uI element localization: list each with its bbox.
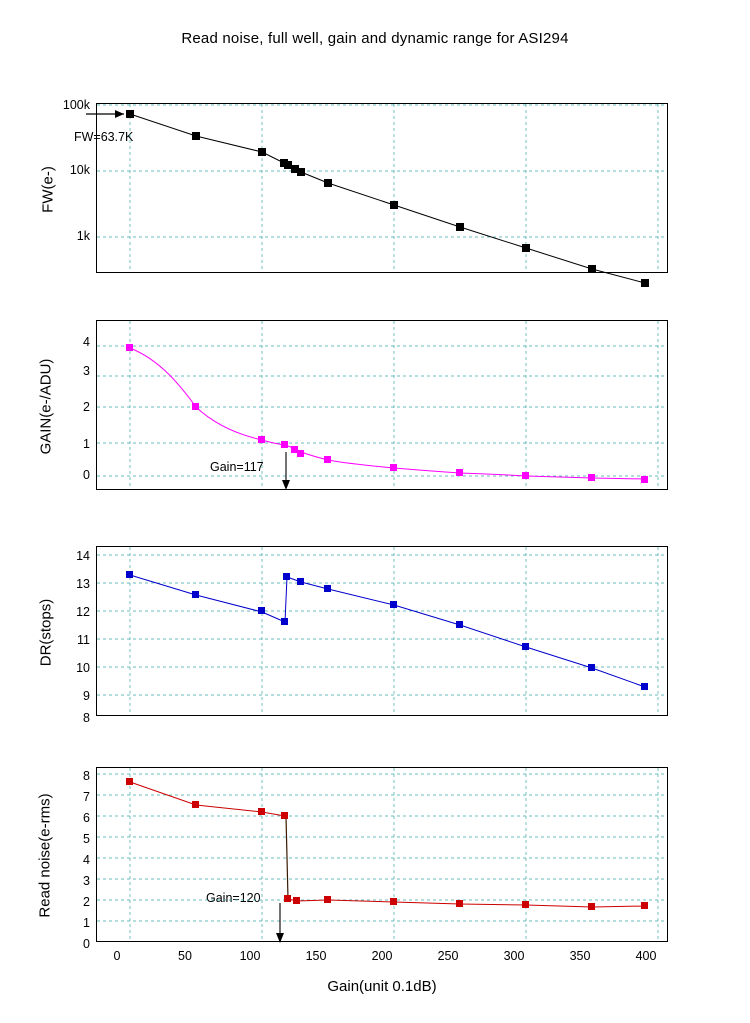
axis-label-gain: GAIN(e-/ADU) xyxy=(37,358,55,455)
axis-label-dr: DR(stops) xyxy=(37,598,55,667)
ytick-rn-2: 2 xyxy=(83,895,90,909)
ytick-dr-0: 8 xyxy=(83,711,90,725)
ytick-dr-5: 13 xyxy=(76,577,90,591)
ytick-dr-3: 11 xyxy=(77,633,90,647)
page-title: Read noise, full well, gain and dynamic range for ASI294 xyxy=(181,30,569,47)
ytick-rn-7: 7 xyxy=(83,790,90,804)
ytick-dr-1: 9 xyxy=(83,689,90,703)
ytick-fw-2: 1k xyxy=(76,229,90,243)
ytick-dr-2: 10 xyxy=(76,661,90,675)
panel-fw xyxy=(96,103,668,273)
axis-label-x: Gain(unit 0.1dB) xyxy=(327,978,437,995)
xtick-4: 200 xyxy=(371,949,393,963)
annotation-fw: FW=63.7K xyxy=(74,130,134,144)
ytick-dr-6: 14 xyxy=(76,549,90,563)
axis-label-fw: FW(e-) xyxy=(39,166,57,213)
xtick-7: 350 xyxy=(569,949,591,963)
ytick-rn-1: 1 xyxy=(83,916,90,930)
ytick-rn-0: 0 xyxy=(83,937,90,951)
ytick-rn-6: 6 xyxy=(83,811,90,825)
xtick-0: 0 xyxy=(113,949,121,963)
annotation-rn: Gain=120 xyxy=(206,891,261,905)
xtick-8: 400 xyxy=(635,949,657,963)
xtick-3: 150 xyxy=(305,949,327,963)
ytick-rn-4: 4 xyxy=(83,853,90,867)
ytick-gain-1: 1 xyxy=(83,437,90,451)
ytick-fw-1: 10k xyxy=(69,163,90,177)
ytick-gain-4: 4 xyxy=(83,335,90,349)
panel-gain xyxy=(96,320,668,490)
panel-dr xyxy=(96,546,668,716)
panel-rn xyxy=(96,767,668,942)
ytick-dr-4: 12 xyxy=(76,605,90,619)
ytick-rn-5: 5 xyxy=(83,832,90,846)
xtick-2: 100 xyxy=(239,949,261,963)
ytick-rn-8: 8 xyxy=(83,769,90,783)
ytick-fw-0: 100k xyxy=(62,98,90,112)
ytick-gain-3: 3 xyxy=(83,364,90,378)
axis-label-rn: Read noise(e-rms) xyxy=(36,793,54,918)
annotation-gain: Gain=117 xyxy=(210,460,264,474)
ytick-gain-2: 2 xyxy=(83,400,90,414)
xtick-5: 250 xyxy=(437,949,459,963)
ytick-gain-0: 0 xyxy=(83,468,90,482)
ytick-rn-3: 3 xyxy=(83,874,90,888)
xtick-6: 300 xyxy=(503,949,525,963)
xtick-1: 50 xyxy=(178,949,192,963)
